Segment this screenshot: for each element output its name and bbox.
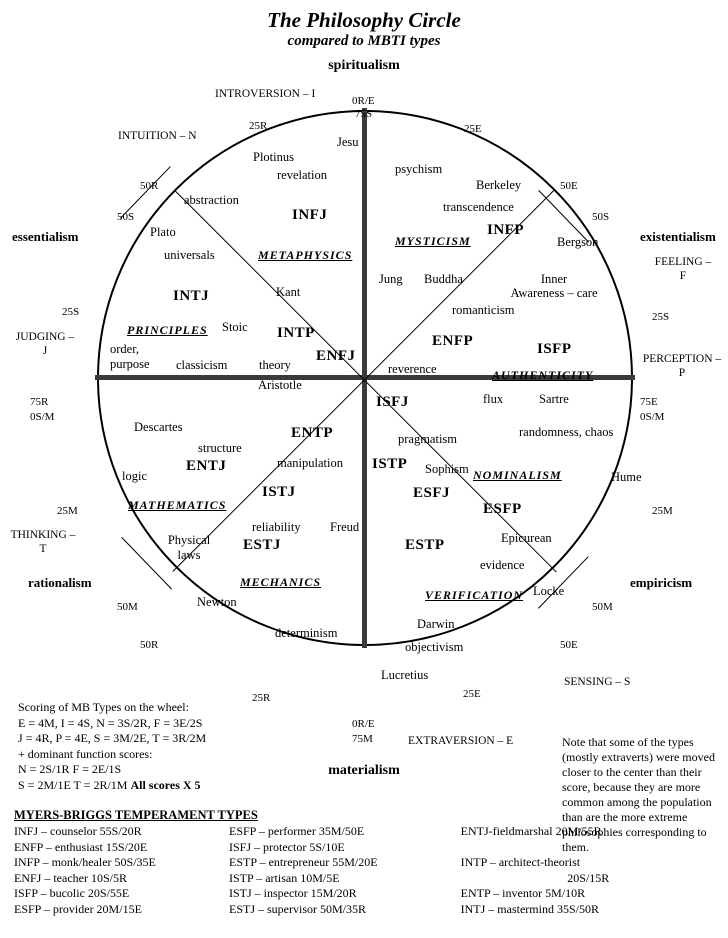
cell-estp: ESTP – entrepreneur 55M/20E (229, 855, 378, 870)
concept-revelation: revelation (277, 168, 327, 182)
concept-flux: flux (483, 392, 504, 406)
concept-inner-awareness: Inner Awareness – care (510, 272, 598, 300)
pole-label-materialism: materialism (328, 763, 400, 778)
concept-stoic: Stoic (222, 320, 248, 334)
concept-epicurean: Epicurean (501, 531, 552, 545)
tick-50r: 50R (140, 180, 159, 192)
scoring-line-6 (18, 778, 348, 794)
concept-logic: logic (122, 469, 147, 483)
cell-intj: INTJ – mastermind 35S/50R (460, 901, 599, 916)
concept-reliability: reliability (252, 520, 301, 534)
tick-25e: 25E (464, 123, 482, 135)
type-esfj: ESFJ (413, 485, 451, 501)
concept-berkeley: Berkeley (476, 178, 522, 192)
concept-kant: Kant (276, 285, 301, 299)
pole-label-empiricism: empiricism (630, 575, 693, 590)
type-isfj: ISFJ (376, 394, 409, 410)
tick-75r: 75R (30, 396, 49, 408)
concept-romanticism: romanticism (452, 303, 515, 317)
concept-physical-laws: Physical laws (167, 533, 211, 562)
type-estp: ESTP (405, 537, 445, 553)
cell-blank (461, 840, 720, 856)
tick-top-75s: 75S (355, 108, 373, 120)
scoring-legend (18, 700, 348, 793)
cell-estj: ESTJ – supervisor 50M/35R (229, 901, 367, 916)
axis-label-feeling: FEELING – F (654, 256, 712, 282)
axis-label-intuition: INTUITION – N (118, 130, 197, 142)
cell-infp: INFP – monk/healer 50S/35E (14, 855, 156, 870)
type-infp: INFP (487, 222, 524, 238)
temperament-types-table (14, 824, 720, 918)
scoring-line-2: E = 4M, I = 4S, N = 3S/2R, F = 3E/2S (18, 715, 203, 730)
tick-25r: 25R (249, 120, 268, 132)
domain-verification: VERIFICATION (425, 588, 524, 602)
concept-manipulation: manipulation (277, 456, 343, 470)
tick-50m-left: 50M (117, 601, 138, 613)
axis-label-perception: PERCEPTION – P (642, 353, 722, 379)
concept-randomness-chaos: randomness, chaos (519, 425, 614, 439)
type-enfp: ENFP (432, 333, 474, 349)
tick-75e: 75E (640, 396, 658, 408)
type-enfj: ENFJ (316, 348, 356, 364)
domain-mathematics: MATHEMATICS (128, 498, 227, 512)
concept-aristotle: Aristotle (258, 378, 302, 392)
concept-darwin: Darwin (417, 617, 455, 631)
domain-metaphysics: METAPHYSICS (258, 248, 353, 262)
cell-infj: INFJ – counselor 55S/20R (14, 824, 142, 838)
pole-label-rationalism: rationalism (28, 575, 92, 590)
concept-newton: Newton (197, 595, 237, 609)
pole-label-essentialism: essentialism (12, 229, 79, 244)
type-estj: ESTJ (243, 537, 281, 553)
concept-transcendence: transcendence (443, 200, 514, 214)
concept-freud: Freud (330, 520, 360, 534)
domain-mechanics: MECHANICS (240, 575, 322, 589)
concept-order-purpose: order, purpose (110, 342, 150, 371)
tick-25s-left: 25S (62, 306, 80, 318)
concept-plotinus: Plotinus (253, 150, 294, 164)
tick-25m-right: 25M (652, 505, 673, 517)
cell-istp: ISTP – artisan 10M/5E (229, 870, 340, 885)
domain-authenticity: AUTHENTICITY (492, 368, 594, 382)
page-title: The Philosophy Circle (267, 8, 461, 32)
concept-sartre: Sartre (539, 392, 569, 406)
concept-bergson: Bergson (557, 235, 599, 249)
axis-label-judging: JUDGING – J (15, 331, 75, 357)
tick-50e-low: 50E (560, 639, 578, 651)
concept-evidence: evidence (480, 558, 525, 572)
tick-25m-left: 25M (57, 505, 78, 517)
concept-theory: theory (259, 358, 291, 372)
concept-pragmatism: pragmatism (398, 432, 458, 446)
concept-lucretius: Lucretius (381, 668, 429, 682)
cell-istj: ISTJ – inspector 15M/20R (229, 886, 357, 901)
tick-50r-low: 50R (140, 639, 159, 651)
concept-objectivism: objectivism (405, 640, 464, 654)
table-row (14, 886, 720, 902)
scoring-line-4: + dominant function scores: (18, 746, 153, 761)
pole-label-spiritualism: spiritualism (328, 58, 400, 73)
pole-label-existentialism: existentialism (640, 229, 716, 244)
concept-psychism: psychism (395, 162, 443, 176)
concept-structure: structure (198, 441, 242, 455)
type-istp: ISTP (372, 456, 408, 472)
tick-0sm-left: 0S/M (30, 411, 55, 423)
concept-descartes: Descartes (134, 420, 183, 434)
scoring-line-3: J = 4R, P = 4E, S = 3M/2E, T = 3R/2M (18, 731, 207, 745)
concept-classicism: classicism (176, 358, 228, 372)
tick-50s-right: 50S (592, 211, 610, 223)
domain-principles: PRINCIPLES (127, 323, 208, 337)
cell-intp-score: 20S/15R (567, 870, 610, 885)
scoring-line-1: Scoring of MB Types on the wheel: (18, 700, 189, 714)
axis-label-sensing: SENSING – S (564, 676, 631, 688)
concept-jung: Jung (379, 272, 403, 286)
cell-intp: INTP – architect-theorist (460, 855, 581, 870)
type-istj: ISTJ (262, 484, 296, 500)
tick-50s-left: 50S (117, 211, 135, 223)
cell-isfj: ISFJ – protector 5S/10E (229, 839, 345, 854)
concept-jesus: Jesu (337, 135, 359, 149)
tick-0sm-right: 0S/M (640, 411, 665, 423)
table-row (14, 824, 720, 840)
scoring-line-6-text: S = 2M/1E T = 2R/1M (18, 777, 128, 792)
concept-plato: Plato (150, 225, 176, 239)
cell-enfp: ENFP – enthusiast 15S/20E (14, 839, 148, 854)
cell-isfp: ISFP – bucolic 20S/55E (14, 886, 130, 901)
tick-50m-right: 50M (592, 601, 613, 613)
concept-buddha: Buddha (424, 272, 463, 286)
tick-25s-right: 25S (652, 311, 670, 323)
concept-abstraction: abstraction (184, 193, 239, 207)
table-row (14, 840, 720, 856)
temperament-types-title: MYERS-BRIGGS TEMPERAMENT TYPES (14, 808, 258, 822)
tick-bottom-75m: 75M (352, 733, 373, 745)
concept-universals: universals (164, 248, 215, 262)
cell-esfp-provider: ESFP – provider 20M/15E (14, 901, 142, 916)
axis-label-thinking: THINKING – T (10, 529, 76, 555)
type-entj: ENTJ (186, 458, 227, 474)
domain-nominalism: NOMINALISM (473, 468, 562, 482)
tick-25e-low: 25E (463, 688, 481, 700)
type-isfp: ISFP (537, 341, 572, 357)
cell-entp: ENTP – inventor 5M/10R (460, 886, 586, 901)
concept-determinism: determinism (275, 626, 338, 640)
cell-entj: ENTJ-fieldmarshal 20M/55R (460, 824, 602, 838)
domain-mysticism: MYSTICISM (395, 234, 471, 248)
tick-bottom-0re: 0R/E (352, 718, 375, 730)
concept-reverence: reverence (388, 362, 437, 376)
table-row (14, 902, 720, 918)
table-row (14, 855, 720, 871)
tick-25r-low: 25R (252, 692, 271, 704)
axis-label-extraversion: EXTRAVERSION – E (408, 735, 514, 747)
scoring-all-scores: All scores X 5 (130, 777, 201, 792)
note-text: Note that some of the types (mostly extraverts) were moved closer to the center than their score, because they are more common among the population than are the more extreme philosophies corresponding to them. (562, 735, 715, 854)
type-esfp: ESFP (483, 501, 522, 517)
page-subtitle: compared to MBTI types (287, 33, 441, 49)
concept-sophism: Sophism (425, 462, 469, 476)
cell-esfp: ESFP – performer 35M/50E (229, 824, 365, 838)
tick-top-0re: 0R/E (352, 95, 375, 107)
concept-locke: Locke (533, 584, 565, 598)
axis-label-introversion: INTROVERSION – I (215, 88, 316, 100)
type-intp: INTP (277, 325, 315, 341)
table-row (14, 871, 720, 887)
concept-hume: Hume (611, 470, 642, 484)
cell-enfj: ENFJ – teacher 10S/5R (14, 870, 127, 885)
type-infj: INFJ (292, 207, 328, 223)
type-entp: ENTP (291, 425, 334, 441)
tick-50e: 50E (560, 180, 578, 192)
scoring-line-5: N = 2S/1R F = 2E/1S (18, 762, 122, 776)
type-intj: INTJ (173, 288, 210, 304)
